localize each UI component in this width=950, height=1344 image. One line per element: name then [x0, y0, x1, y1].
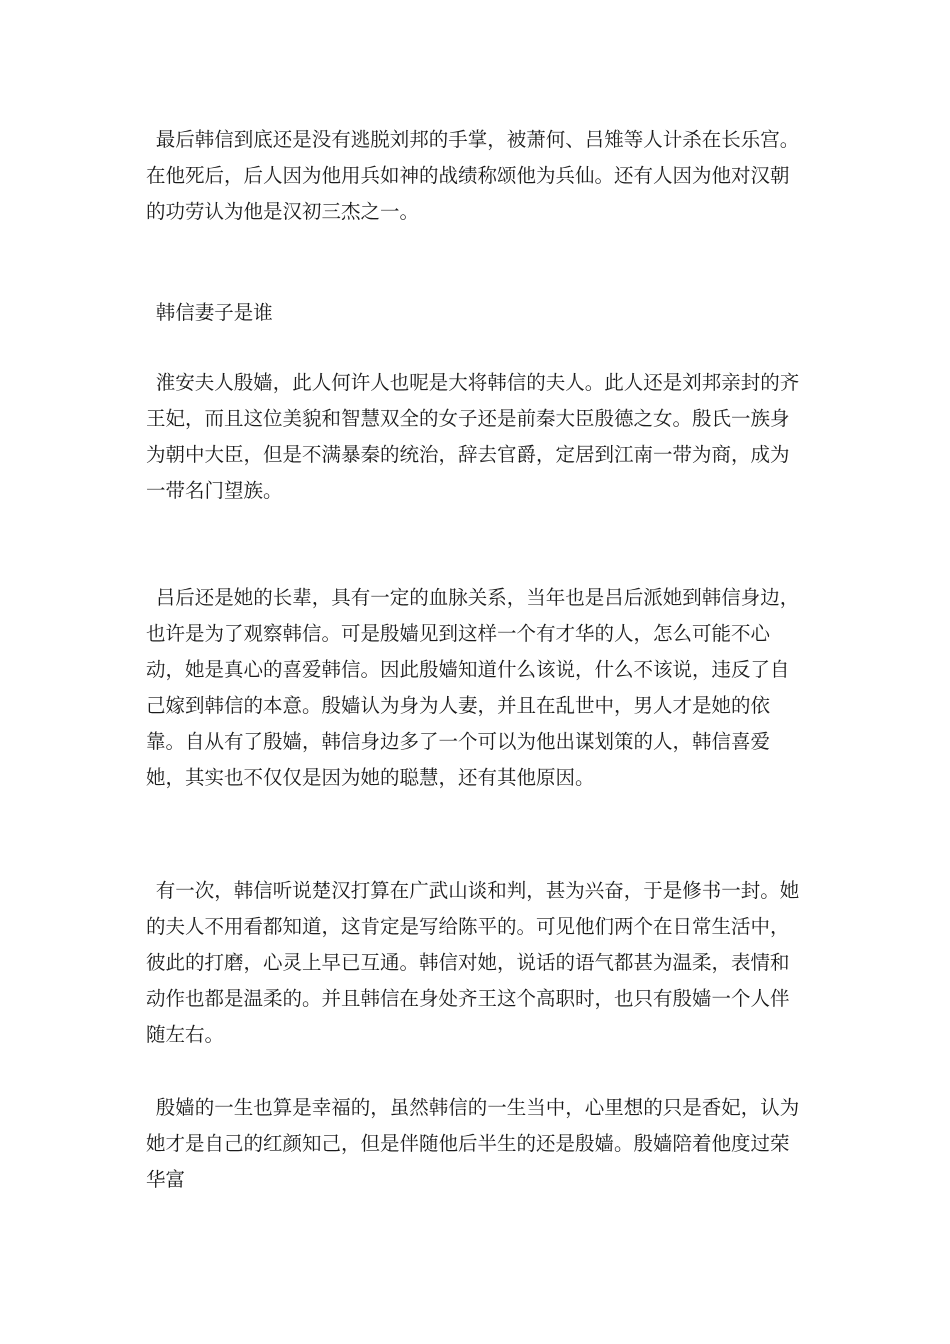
body-paragraph: 淮安夫人殷嫱，此人何许人也呢是大将韩信的夫人。此人还是刘邦亲封的齐王妃，而且这位美貌和智慧双全的女子还是前秦大臣殷德之女。殷氏一族身为朝中大臣，但是不满暴秦的统治，辞去官爵，定居到江南一带为商，成为一带名门望族。 [146, 371, 800, 502]
section-heading: 韩信妻子是谁 [155, 301, 273, 324]
body-paragraph: 最后韩信到底还是没有逃脱刘邦的手掌，被萧何、吕雉等人计杀在长乐宫。在他死后，后人因为他用兵如神的战绩称颂他为兵仙。还有人因为他对汉朝的功劳认为他是汉初三杰之一。 [146, 128, 800, 223]
body-paragraph: 吕后还是她的长辈，具有一定的血脉关系，当年也是吕后派她到韩信身边，也许是为了观察韩信。可是殷嫱见到这样一个有才华的人，怎么可能不心动，她是真心的喜爱韩信。因此殷嫱知道什么该说，什么不该说，违反了自己嫁到韩信的本意。殷嫱认为身为人妻，并且在乱世中，男人才是她的依靠。自从有了殷嫱，韩信身边多了一个可以为他出谋划策的人，韩信喜爱她，其实也不仅仅是因为她的聪慧，还有其他原因。 [146, 586, 800, 789]
body-paragraph: 有一次，韩信听说楚汉打算在广武山谈和判，甚为兴奋，于是修书一封。她的夫人不用看都知道，这肯定是写给陈平的。可见他们两个在日常生活中，彼此的打磨，心灵上早已互通。韩信对她，说话的语气都甚为温柔，表情和动作也都是温柔的。并且韩信在身处齐王这个高职时，也只有殷嫱一个人伴随左右。 [146, 879, 800, 1046]
body-paragraph: 殷嫱的一生也算是幸福的，虽然韩信的一生当中，心里想的只是香妃，认为她才是自己的红颜知己，但是伴随他后半生的还是殷嫱。殷嫱陪着他度过荣华富 [146, 1096, 800, 1191]
